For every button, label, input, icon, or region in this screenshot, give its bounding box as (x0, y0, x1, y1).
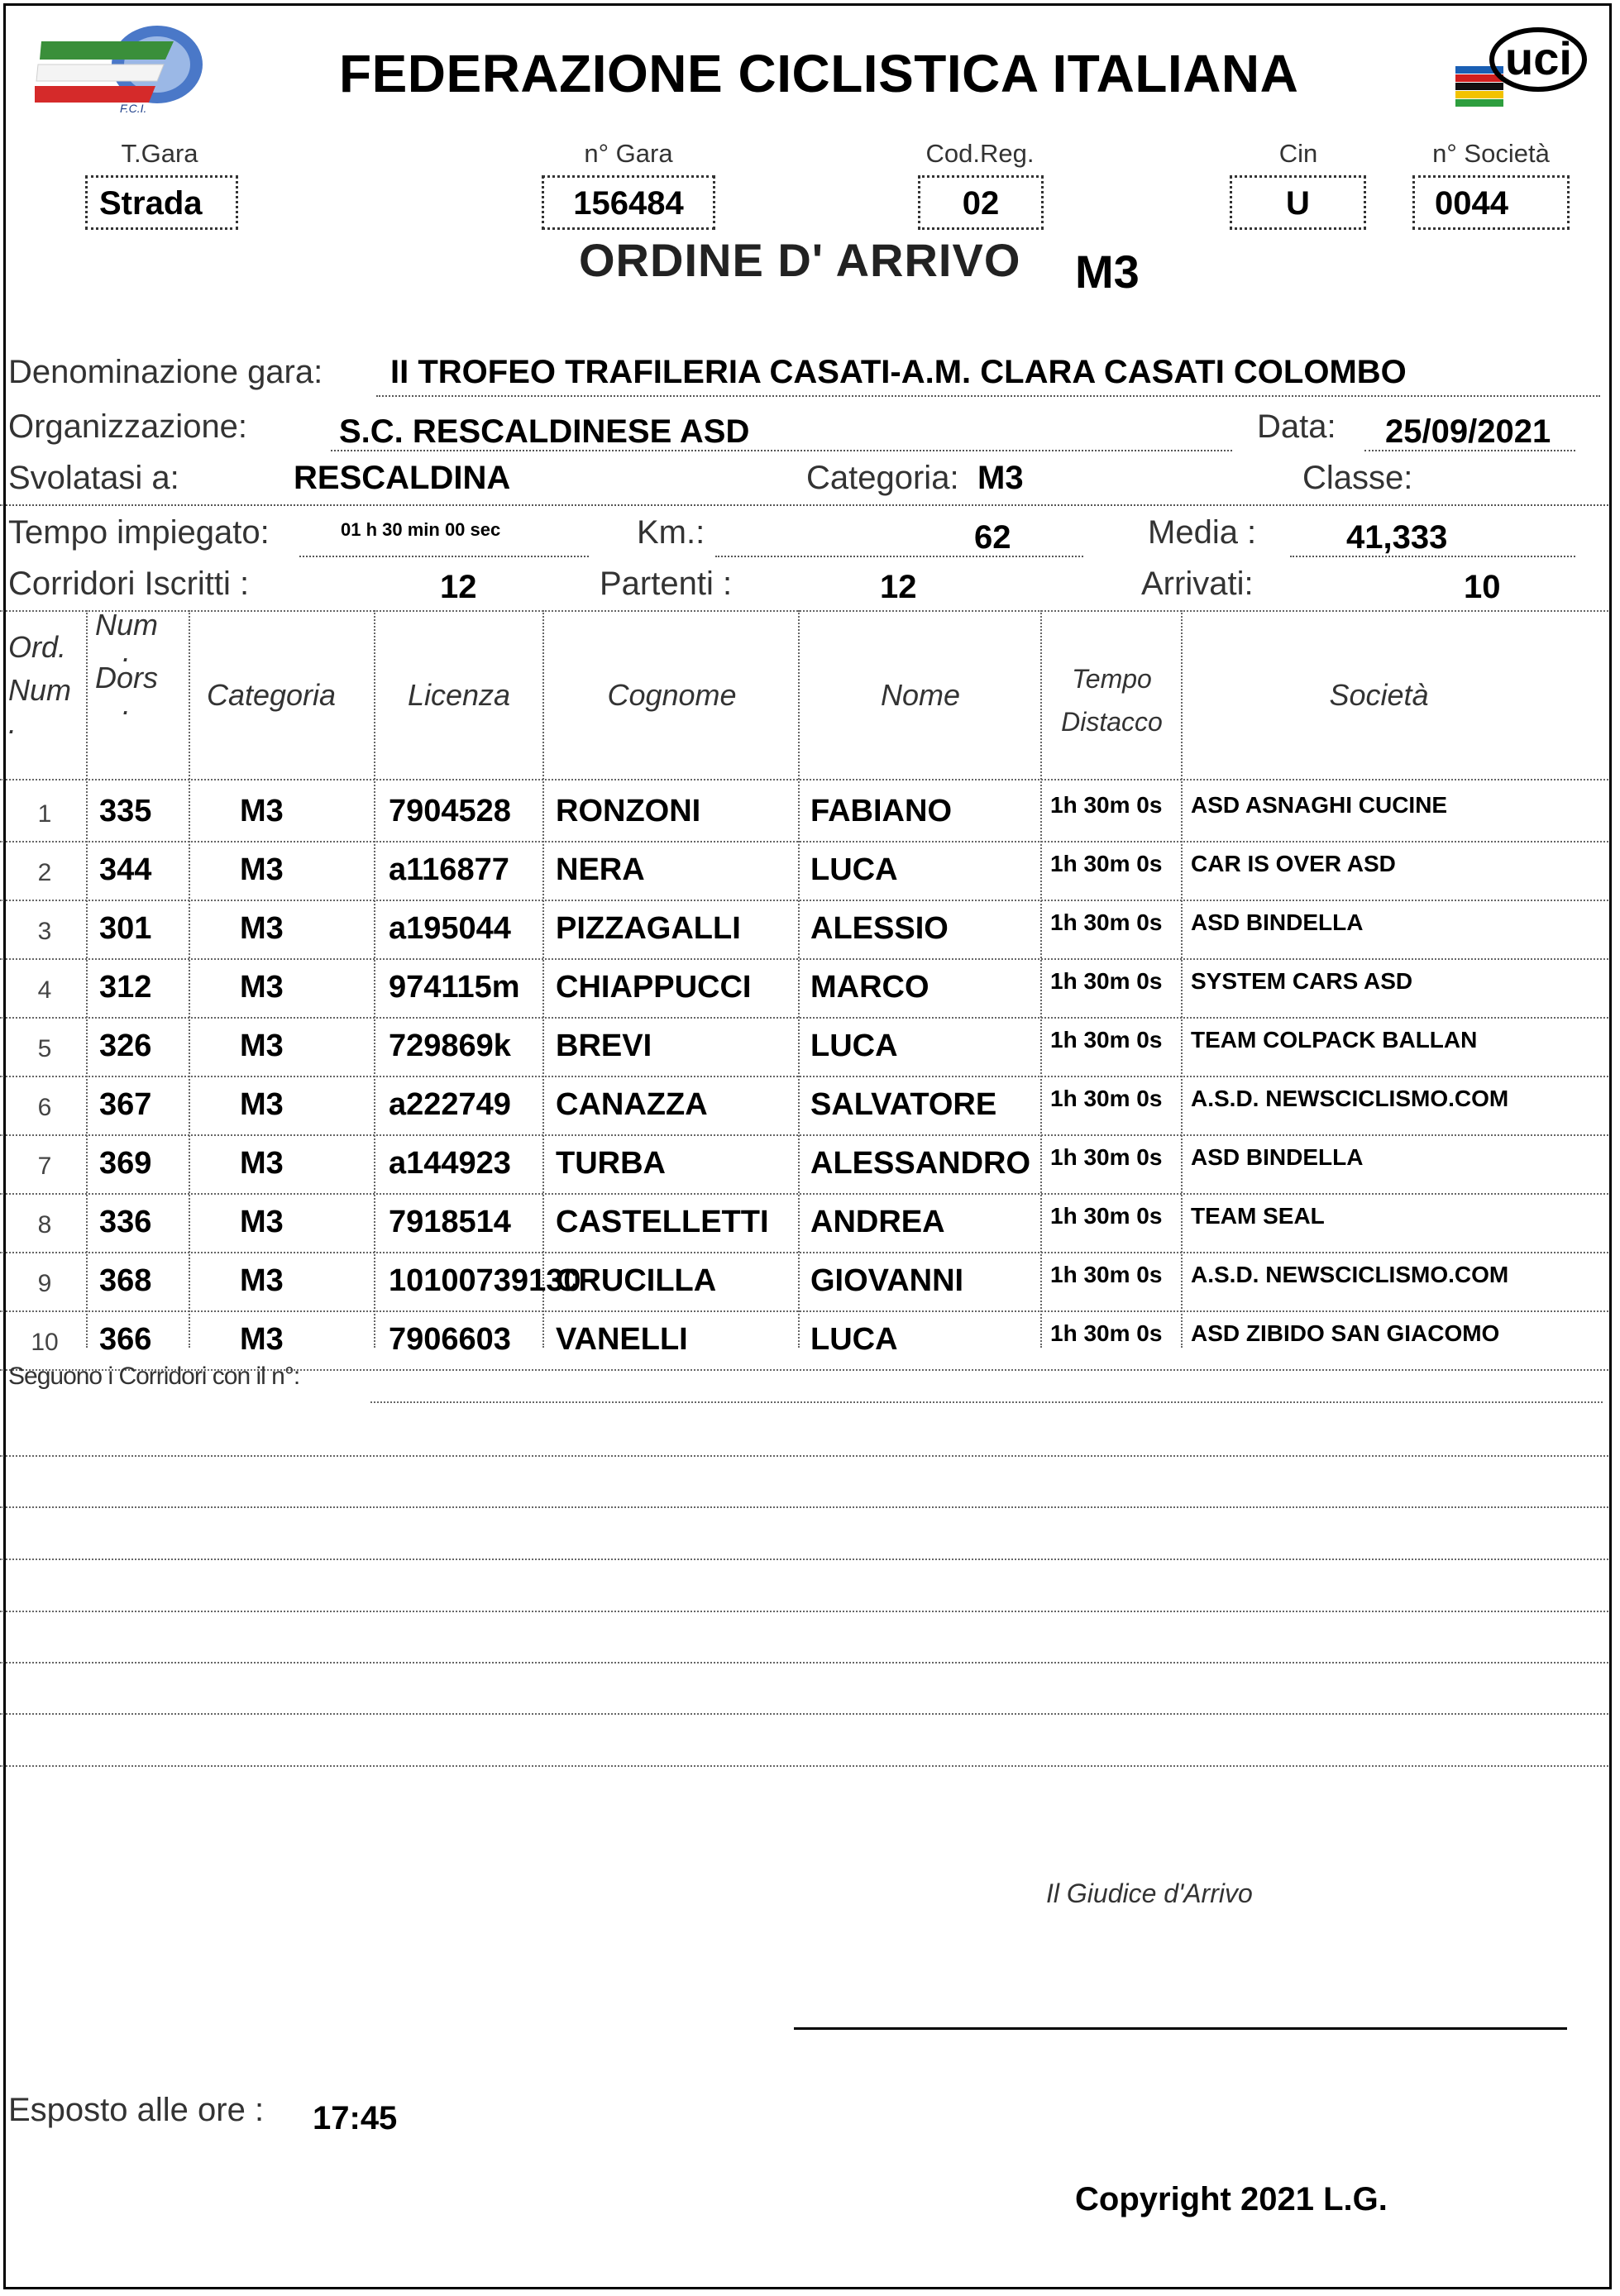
blank-line (0, 1455, 1608, 1457)
cell-nome: GIOVANNI (810, 1263, 964, 1298)
cell-tempo: 1h 30m 0s (1050, 1144, 1163, 1170)
dotted-rule (715, 556, 1083, 557)
cell-tempo: 1h 30m 0s (1050, 968, 1163, 994)
esposto-label: Esposto alle ore : (8, 2092, 265, 2128)
svolatasi-label: Svolatasi a: (8, 460, 179, 496)
cell-societa: A.S.D. NEWSCICLISMO.COM (1191, 1086, 1509, 1111)
cell-cognome: VANELLI (556, 1322, 688, 1357)
cell-categoria: M3 (240, 852, 284, 887)
svg-text:uci: uci (1505, 32, 1572, 84)
blank-line (370, 1401, 1603, 1403)
cell-tempo: 1h 30m 0s (1050, 1203, 1163, 1229)
cell-licenza: 7918514 (389, 1205, 511, 1239)
cell-societa: ASD ZIBIDO SAN GIACOMO (1191, 1320, 1500, 1346)
denominazione-value: II TROFEO TRAFILERIA CASATI-A.M. CLARA CASATI COLOMBO (390, 354, 1407, 390)
cell-ordine: 10 (31, 1329, 59, 1356)
col-societa-header: Società (1329, 678, 1429, 712)
nsocieta-value: 0044 (1412, 175, 1570, 230)
cell-dorsale: 367 (99, 1087, 152, 1122)
col-tempo-header: Tempo Distacco (1061, 664, 1163, 737)
cin-label: Cin (1278, 139, 1318, 168)
cin-value: U (1230, 175, 1366, 230)
organizzazione-value: S.C. RESCALDINESE ASD (339, 413, 750, 450)
cell-cognome: TURBA (556, 1146, 666, 1181)
km-value: 62 (974, 519, 1011, 556)
cell-dorsale: 301 (99, 911, 152, 946)
cell-ordine: 6 (37, 1094, 52, 1121)
signature-line (794, 2027, 1567, 2030)
cell-cognome: CASTELLETTI (556, 1205, 769, 1239)
dotted-rule (376, 395, 1600, 397)
iscritti-label: Corridori Iscritti : (8, 566, 250, 602)
dotted-rule (1364, 450, 1575, 451)
cell-licenza: 10100739130 (389, 1263, 581, 1298)
categoria-value: M3 (977, 460, 1024, 496)
cell-dorsale: 369 (99, 1146, 152, 1181)
cell-categoria: M3 (240, 911, 284, 946)
blank-line (0, 1713, 1608, 1715)
cell-licenza: 7904528 (389, 794, 511, 828)
denominazione-label: Denominazione gara: (8, 354, 323, 390)
svolatasi-value: RESCALDINA (294, 460, 511, 496)
cell-licenza: a116877 (389, 852, 509, 887)
arrivati-label: Arrivati: (1141, 566, 1254, 602)
col-num-dors-header: Num . Dors . (94, 608, 158, 721)
cell-licenza: 729869k (389, 1029, 511, 1063)
cell-ordine: 9 (37, 1270, 52, 1297)
cell-ordine: 3 (37, 918, 52, 945)
ngara-label: n° Gara (584, 139, 673, 168)
cell-tempo: 1h 30m 0s (1050, 1086, 1163, 1111)
cell-dorsale: 336 (99, 1205, 152, 1239)
tempo-label: Tempo impiegato: (8, 514, 270, 551)
cell-tempo: 1h 30m 0s (1050, 1320, 1163, 1346)
cell-societa: ASD BINDELLA (1191, 1144, 1364, 1170)
cell-societa: TEAM SEAL (1191, 1203, 1325, 1229)
blank-line (0, 1559, 1608, 1560)
cell-societa: SYSTEM CARS ASD (1191, 968, 1413, 994)
cell-categoria: M3 (240, 1322, 284, 1357)
cell-ordine: 1 (37, 800, 52, 828)
cell-nome: MARCO (810, 970, 929, 1005)
cell-societa: ASD ASNAGHI CUCINE (1191, 792, 1448, 818)
blank-line (0, 1662, 1608, 1664)
cell-ordine: 5 (37, 1035, 52, 1062)
codreg-value: 02 (918, 175, 1044, 230)
cell-nome: LUCA (810, 1322, 898, 1357)
cell-tempo: 1h 30m 0s (1050, 792, 1163, 818)
cell-societa: CAR IS OVER ASD (1191, 851, 1396, 876)
cell-dorsale: 344 (99, 852, 152, 887)
col-cognome-header: Cognome (607, 678, 737, 712)
col-ord-header: Ord. Num . (8, 630, 72, 740)
cell-cognome: CRUCILLA (556, 1263, 717, 1298)
cell-societa: TEAM COLPACK BALLAN (1191, 1027, 1478, 1053)
cell-cognome: BREVI (556, 1029, 652, 1063)
data-value: 25/09/2021 (1385, 413, 1551, 450)
uci-logo (1447, 20, 1588, 119)
blank-line (0, 1611, 1608, 1612)
blank-line (0, 1765, 1608, 1767)
dotted-rule (299, 556, 589, 557)
cell-dorsale: 335 (99, 794, 152, 828)
category-heading: M3 (1075, 246, 1140, 298)
classe-label: Classe: (1302, 460, 1413, 496)
giudice-label: Il Giudice d'Arrivo (1046, 1878, 1253, 1908)
blank-line (0, 1506, 1608, 1508)
ordine-arrivo-title: ORDINE D' ARRIVO (579, 234, 1021, 286)
cell-categoria: M3 (240, 1029, 284, 1063)
cell-nome: ALESSANDRO (810, 1146, 1031, 1181)
km-label: Km.: (637, 514, 705, 551)
cell-ordine: 4 (37, 976, 52, 1004)
arrivati-value: 10 (1464, 569, 1501, 605)
cell-categoria: M3 (240, 1146, 284, 1181)
nsocieta-label: n° Società (1432, 139, 1550, 168)
cell-nome: LUCA (810, 1029, 898, 1063)
cell-licenza: a222749 (389, 1087, 511, 1122)
cell-categoria: M3 (240, 1087, 284, 1122)
cell-societa: A.S.D. NEWSCICLISMO.COM (1191, 1262, 1509, 1287)
cell-nome: ANDREA (810, 1205, 945, 1239)
media-value: 41,333 (1346, 519, 1448, 556)
cell-licenza: a195044 (389, 911, 511, 946)
categoria-label: Categoria: (806, 460, 959, 496)
media-label: Media : (1148, 514, 1257, 551)
col-nome-header: Nome (880, 678, 961, 712)
cell-dorsale: 368 (99, 1263, 152, 1298)
cell-nome: FABIANO (810, 794, 952, 828)
fci-logo (33, 23, 207, 114)
svg-text:F.C.I.: F.C.I. (120, 102, 147, 114)
cell-tempo: 1h 30m 0s (1050, 1262, 1163, 1287)
cell-dorsale: 312 (99, 970, 152, 1005)
cell-cognome: RONZONI (556, 794, 701, 828)
iscritti-value: 12 (440, 569, 477, 605)
dotted-rule (1290, 556, 1575, 557)
cell-societa: ASD BINDELLA (1191, 909, 1364, 935)
cell-categoria: M3 (240, 1205, 284, 1239)
cell-ordine: 8 (37, 1211, 52, 1239)
seguono-label: Seguono i Corridori con il n°: (8, 1363, 300, 1390)
organizzazione-label: Organizzazione: (8, 408, 248, 445)
cell-tempo: 1h 30m 0s (1050, 909, 1163, 935)
cell-licenza: 974115m (389, 970, 520, 1005)
cell-dorsale: 326 (99, 1029, 152, 1063)
cell-categoria: M3 (240, 1263, 284, 1298)
tgara-label: T.Gara (121, 139, 198, 168)
copyright: Copyright 2021 L.G. (1075, 2181, 1388, 2217)
esposto-value: 17:45 (313, 2100, 398, 2136)
cell-nome: ALESSIO (810, 911, 949, 946)
dotted-rule (331, 450, 1232, 451)
page-frame (3, 3, 1612, 2289)
data-label: Data: (1257, 408, 1336, 445)
tgara-value: Strada (85, 175, 238, 230)
cell-cognome: NERA (556, 852, 645, 887)
tempo-value: 01 h 30 min 00 sec (341, 519, 501, 540)
cell-dorsale: 366 (99, 1322, 152, 1357)
cell-categoria: M3 (240, 794, 284, 828)
cell-licenza: a144923 (389, 1146, 511, 1181)
cell-nome: SALVATORE (810, 1087, 997, 1122)
dotted-rule (0, 504, 1608, 506)
codreg-label: Cod.Reg. (925, 139, 1035, 168)
col-licenza-header: Licenza (407, 678, 511, 712)
col-categoria-header: Categoria (206, 678, 337, 712)
cell-nome: LUCA (810, 852, 898, 887)
cell-ordine: 2 (37, 859, 52, 886)
cell-tempo: 1h 30m 0s (1050, 1027, 1163, 1053)
page-title: FEDERAZIONE CICLISTICA ITALIANA (339, 44, 1299, 103)
ngara-value: 156484 (542, 175, 715, 230)
cell-cognome: PIZZAGALLI (556, 911, 741, 946)
partenti-value: 12 (880, 569, 917, 605)
partenti-label: Partenti : (600, 566, 733, 602)
cell-cognome: CANAZZA (556, 1087, 708, 1122)
cell-ordine: 7 (37, 1153, 52, 1180)
cell-cognome: CHIAPPUCCI (556, 970, 752, 1005)
cell-licenza: 7906603 (389, 1322, 511, 1357)
cell-categoria: M3 (240, 970, 284, 1005)
cell-tempo: 1h 30m 0s (1050, 851, 1163, 876)
